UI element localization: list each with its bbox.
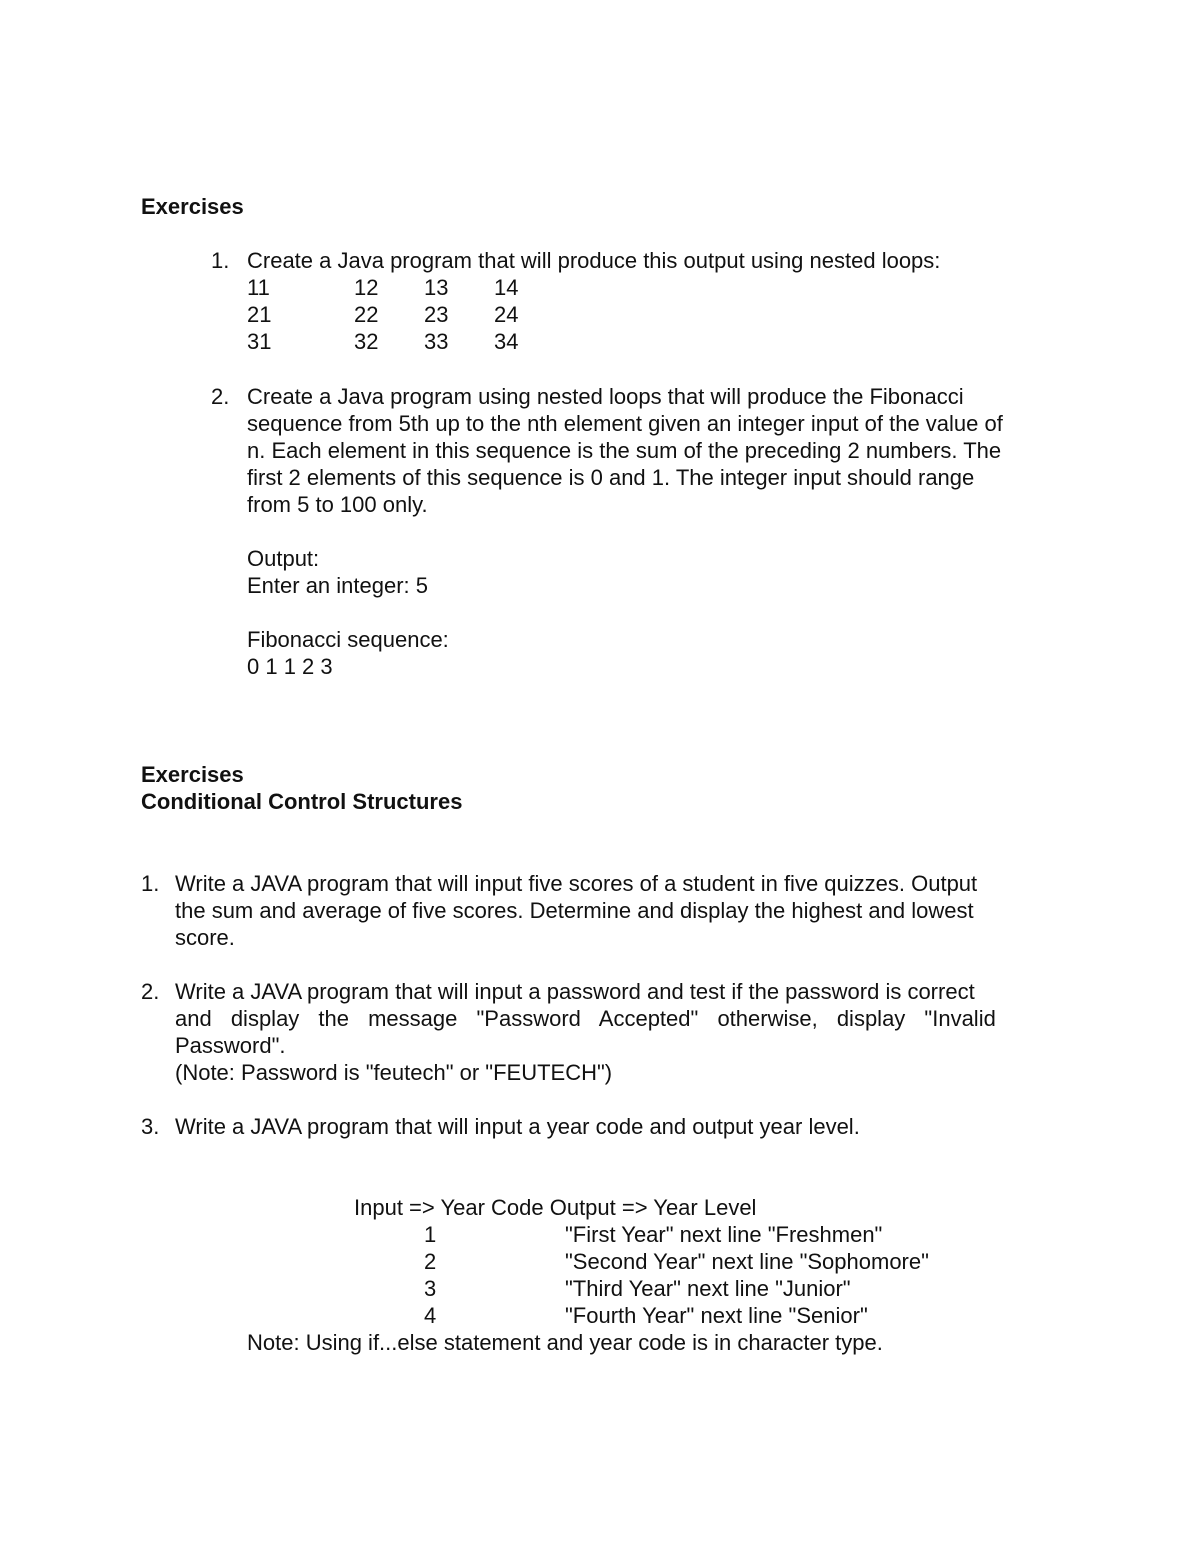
item-text-line: Create a Java program using nested loops that will produce the Fibonacci (247, 384, 964, 409)
item-number: 2. (141, 979, 160, 1004)
sequence-values: 0 1 1 2 3 (247, 654, 333, 679)
item-text: Create a Java program that will produce this output using nested loops: (247, 248, 941, 273)
grid-cell: 23 (424, 302, 449, 327)
item-text-line: from 5 to 100 only. (247, 492, 428, 517)
grid-cell: 14 (494, 275, 519, 300)
grid-cell: 21 (247, 302, 272, 327)
item-text-line: score. (175, 925, 235, 950)
year-level: "Fourth Year" next line "Senior" (565, 1303, 868, 1328)
grid-cell: 13 (424, 275, 449, 300)
grid-cell: 12 (354, 275, 379, 300)
item-text-line: Write a JAVA program that will input five scores of a student in five quizzes. Output (175, 871, 978, 896)
justified-line (175, 1005, 1058, 1032)
grid-cell: 11 (247, 275, 270, 300)
item-text-line: Write a JAVA program that will input a year code and output year level. (175, 1114, 860, 1139)
grid-cell: 24 (494, 302, 519, 327)
item-number: 3. (141, 1114, 160, 1139)
item-text-line: Password". (175, 1033, 286, 1058)
year-code: 2 (424, 1249, 437, 1274)
table-note: Note: Using if...else statement and year code is in character type. (247, 1330, 883, 1355)
prompt-line: Enter an integer: 5 (247, 573, 429, 598)
year-level: "First Year" next line "Freshmen" (565, 1222, 883, 1247)
section2-heading: Exercises (141, 762, 244, 787)
item-text-line: (Note: Password is "feutech" or "FEUTECH") (175, 1060, 613, 1085)
grid-cell: 34 (494, 329, 519, 354)
sequence-label: Fibonacci sequence: (247, 627, 449, 652)
item-number: 1. (141, 871, 160, 896)
year-code: 1 (424, 1222, 437, 1247)
grid-cell: 31 (247, 329, 272, 354)
item-text-line: Write a JAVA program that will input a password and test if the password is correct (175, 979, 975, 1004)
grid-cell: 22 (354, 302, 379, 327)
item-text-line: first 2 elements of this sequence is 0 and 1. The integer input should range (247, 465, 975, 490)
table-header: Input => Year Code Output => Year Level (354, 1195, 757, 1220)
section1-heading: Exercises (141, 194, 244, 219)
item-text-line: sequence from 5th up to the nth element given an integer input of the value of (247, 411, 1003, 436)
item-number: 1. (211, 248, 230, 273)
item-text-line: and display the message "Password Accepted" otherwise, display "Invalid (175, 1006, 996, 1031)
item-text-line: n. Each element in this sequence is the sum of the preceding 2 numbers. The (247, 438, 1002, 463)
item-number: 2. (211, 384, 230, 409)
item-text-line: the sum and average of five scores. Determine and display the highest and lowest (175, 898, 974, 923)
year-code: 4 (424, 1303, 437, 1328)
output-label: Output: (247, 546, 320, 571)
year-level: "Third Year" next line "Junior" (565, 1276, 851, 1301)
year-code: 3 (424, 1276, 437, 1301)
grid-cell: 32 (354, 329, 379, 354)
section2-subheading: Conditional Control Structures (141, 789, 463, 814)
grid-cell: 33 (424, 329, 449, 354)
year-level: "Second Year" next line "Sophomore" (565, 1249, 929, 1274)
